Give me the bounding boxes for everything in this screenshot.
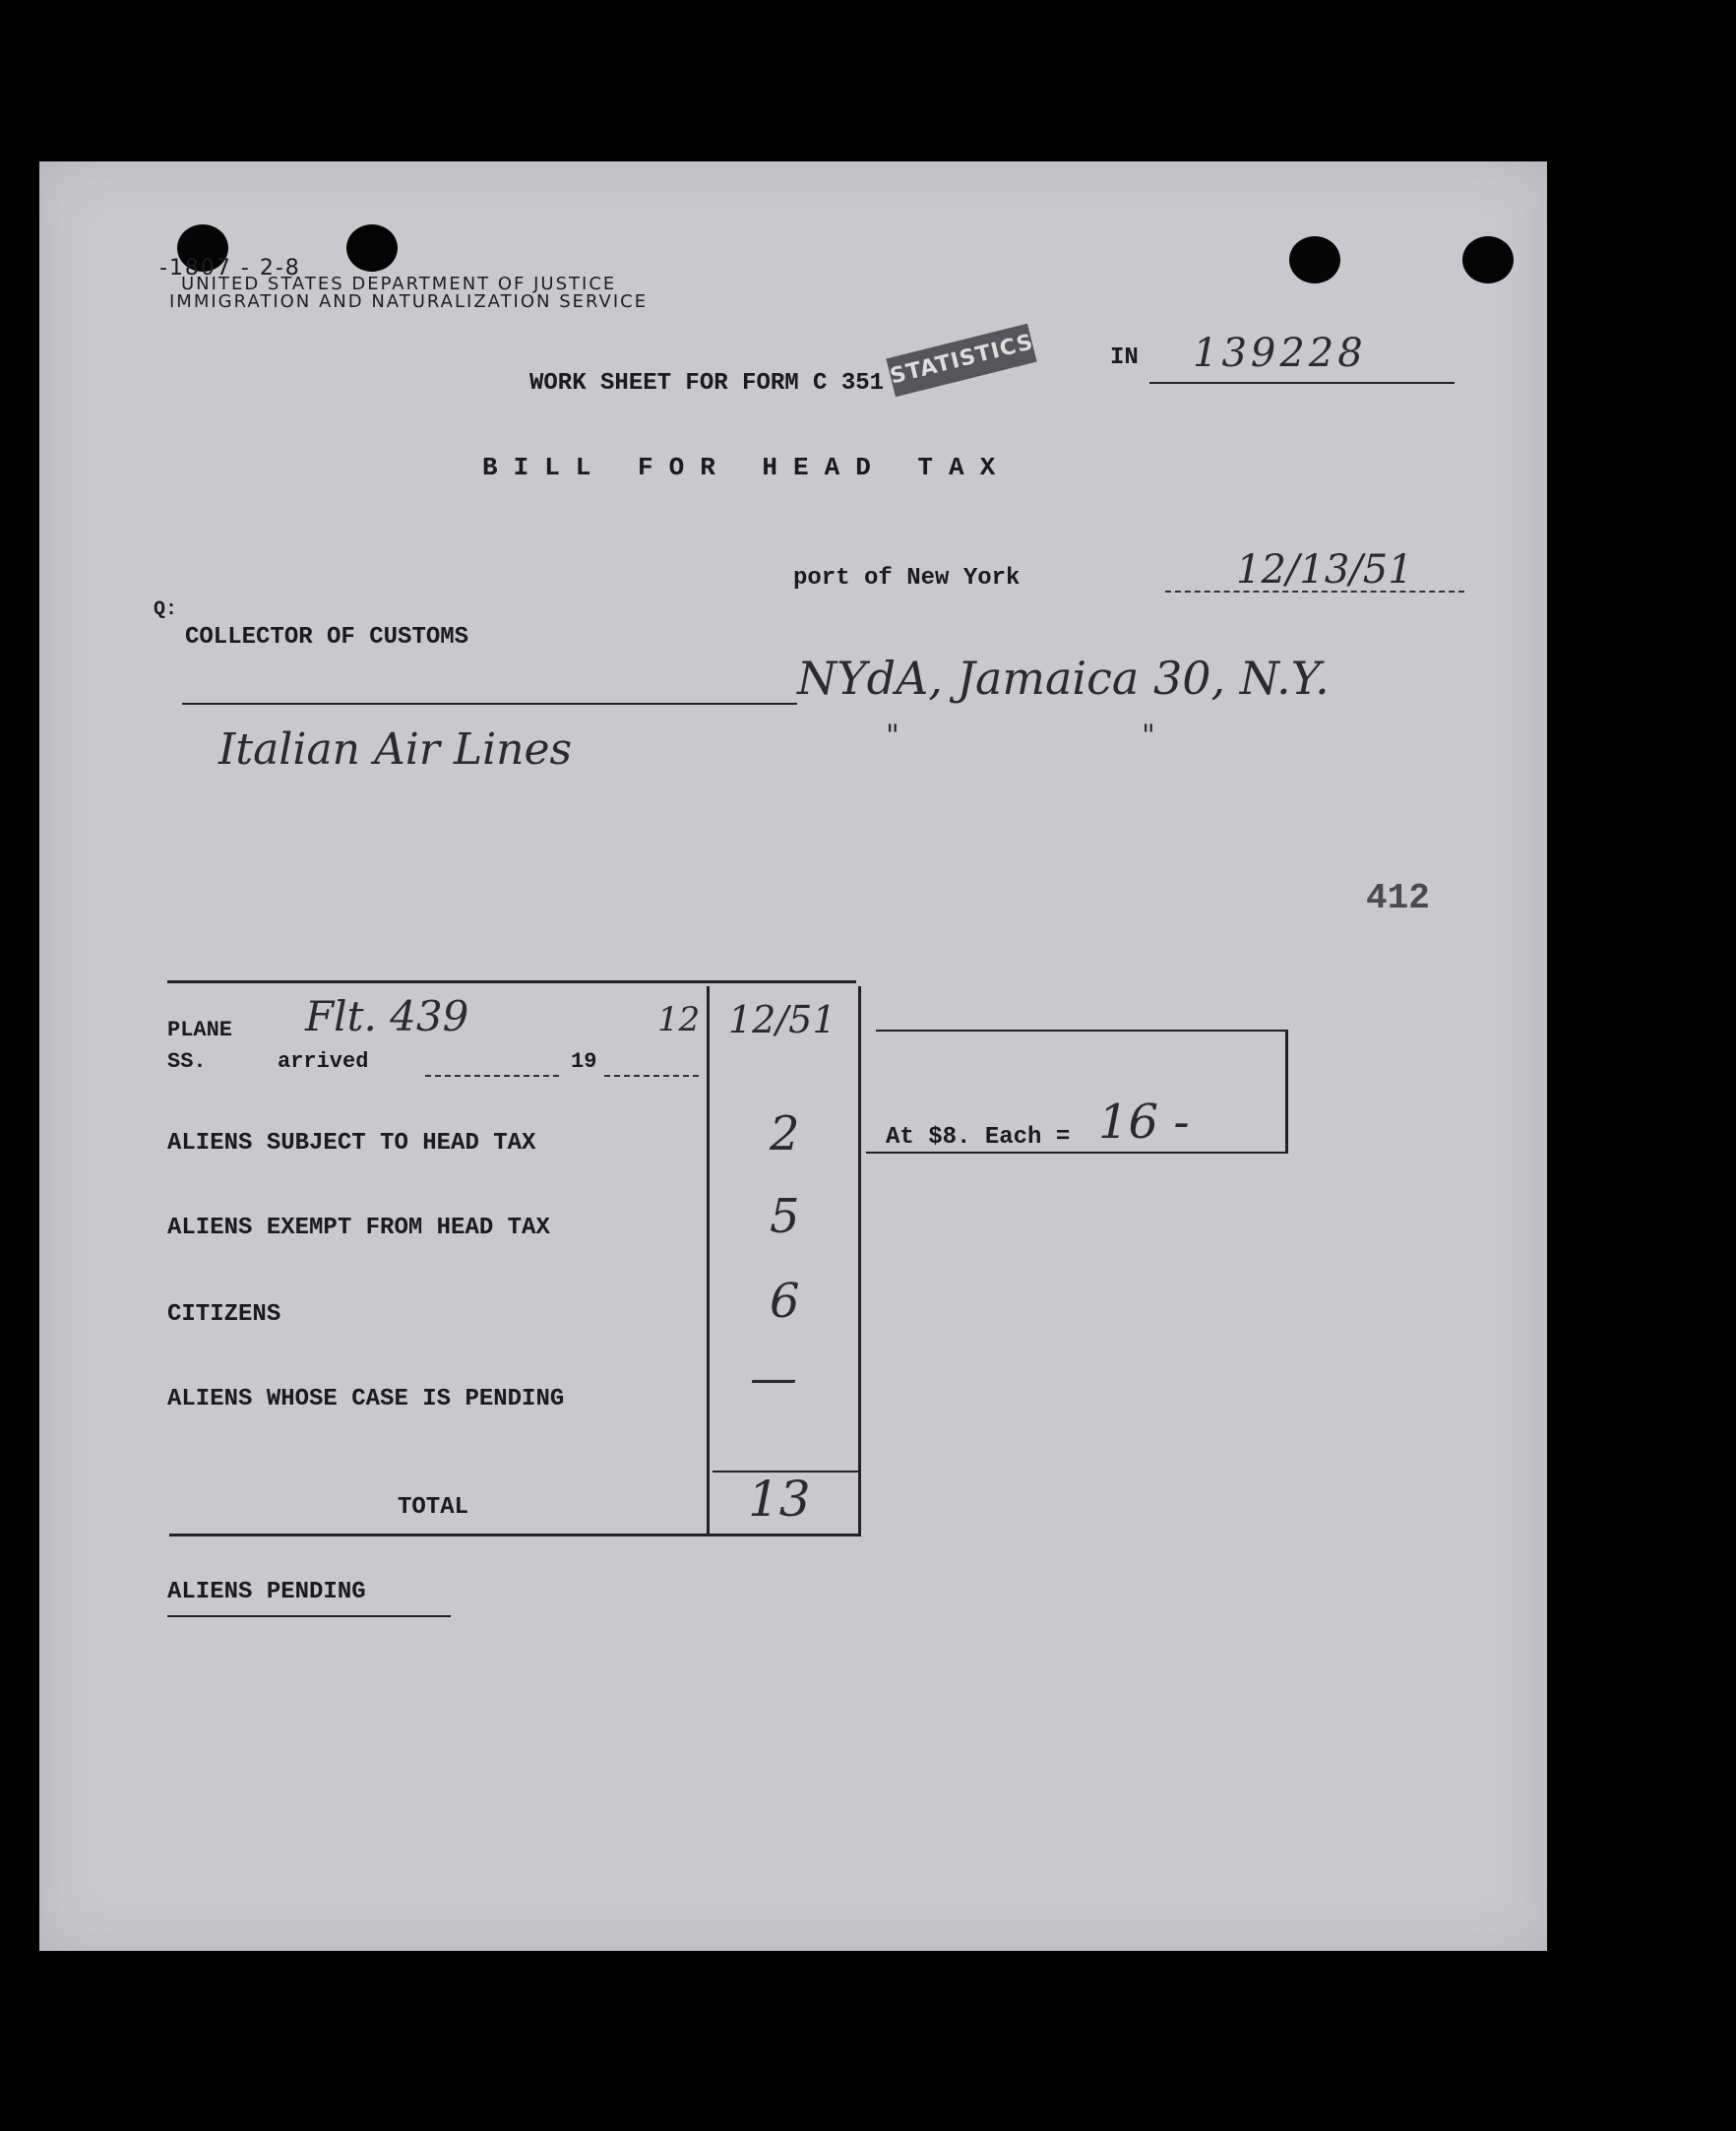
total-label: TOTAL xyxy=(398,1494,469,1521)
punch-hole-3 xyxy=(1289,236,1340,283)
tax-amount: 16 - xyxy=(1098,1095,1190,1150)
in-number-underline xyxy=(1149,382,1455,384)
port-date: 12/13/51 xyxy=(1236,547,1413,593)
total-value: 13 xyxy=(748,1471,811,1528)
year-blank xyxy=(604,1075,699,1077)
row-value-pending: — xyxy=(750,1350,797,1406)
ditto-mark-2: " xyxy=(1142,719,1155,753)
arrived-blank xyxy=(425,1075,559,1077)
date-underline xyxy=(1165,591,1464,593)
document-page xyxy=(39,161,1547,1951)
year-prefix: 19 xyxy=(571,1049,597,1074)
row-value-subject: 2 xyxy=(770,1106,800,1161)
in-label: IN xyxy=(1110,345,1139,371)
punch-hole-4 xyxy=(1462,236,1514,283)
aliens-pending-underline xyxy=(167,1615,451,1617)
table-top-border xyxy=(167,980,856,983)
collector-underline xyxy=(182,703,797,705)
arrival-date: 12/51 xyxy=(728,998,837,1041)
port-label: port of New York xyxy=(793,565,1021,592)
in-number: 139228 xyxy=(1193,331,1367,376)
worksheet-title: WORK SHEET FOR FORM C 351 xyxy=(529,370,885,397)
tax-box-right xyxy=(1285,1030,1288,1154)
punch-hole-2 xyxy=(346,224,398,272)
plane-label: PLANE xyxy=(167,1018,233,1042)
flight-number: Flt. 439 xyxy=(305,992,469,1040)
tax-rate-label: At $8. Each = xyxy=(886,1124,1071,1151)
row-value-citizens: 6 xyxy=(770,1274,800,1329)
to-label: Q: xyxy=(154,598,178,621)
ditto-mark-1: " xyxy=(886,719,899,753)
ss-label: SS. xyxy=(167,1049,207,1074)
row-value-exempt: 5 xyxy=(770,1189,800,1244)
page-number: 412 xyxy=(1366,878,1430,918)
row-label-subject: ALIENS SUBJECT TO HEAD TAX xyxy=(167,1130,536,1157)
collector-label: COLLECTOR OF CUSTOMS xyxy=(185,624,469,651)
collector-location: NYdA, Jamaica 30, N.Y. xyxy=(797,652,1330,705)
row-label-exempt: ALIENS EXEMPT FROM HEAD TAX xyxy=(167,1215,550,1241)
tax-box-bottom xyxy=(866,1152,1287,1154)
aliens-pending-label: ALIENS PENDING xyxy=(167,1579,366,1605)
table-right-border xyxy=(858,986,861,1534)
table-bottom-border xyxy=(169,1534,861,1536)
department-name: UNITED STATES DEPARTMENT OF JUSTICE xyxy=(181,274,617,294)
table-divider xyxy=(707,986,710,1534)
service-name: IMMIGRATION AND NATURALIZATION SERVICE xyxy=(169,291,649,312)
tax-box-top xyxy=(876,1030,1287,1032)
statistics-stamp: STATISTICS xyxy=(886,324,1036,398)
arrived-label: arrived xyxy=(278,1049,369,1074)
carrier-name: Italian Air Lines xyxy=(218,724,573,775)
row-label-citizens: CITIZENS xyxy=(167,1301,281,1328)
form-code: -1807 - 2-8 xyxy=(159,256,301,281)
row-label-pending: ALIENS WHOSE CASE IS PENDING xyxy=(167,1386,565,1412)
arrival-day-fragment: 12 xyxy=(657,1000,701,1039)
bill-title: BILL FOR HEAD TAX xyxy=(482,453,1012,482)
